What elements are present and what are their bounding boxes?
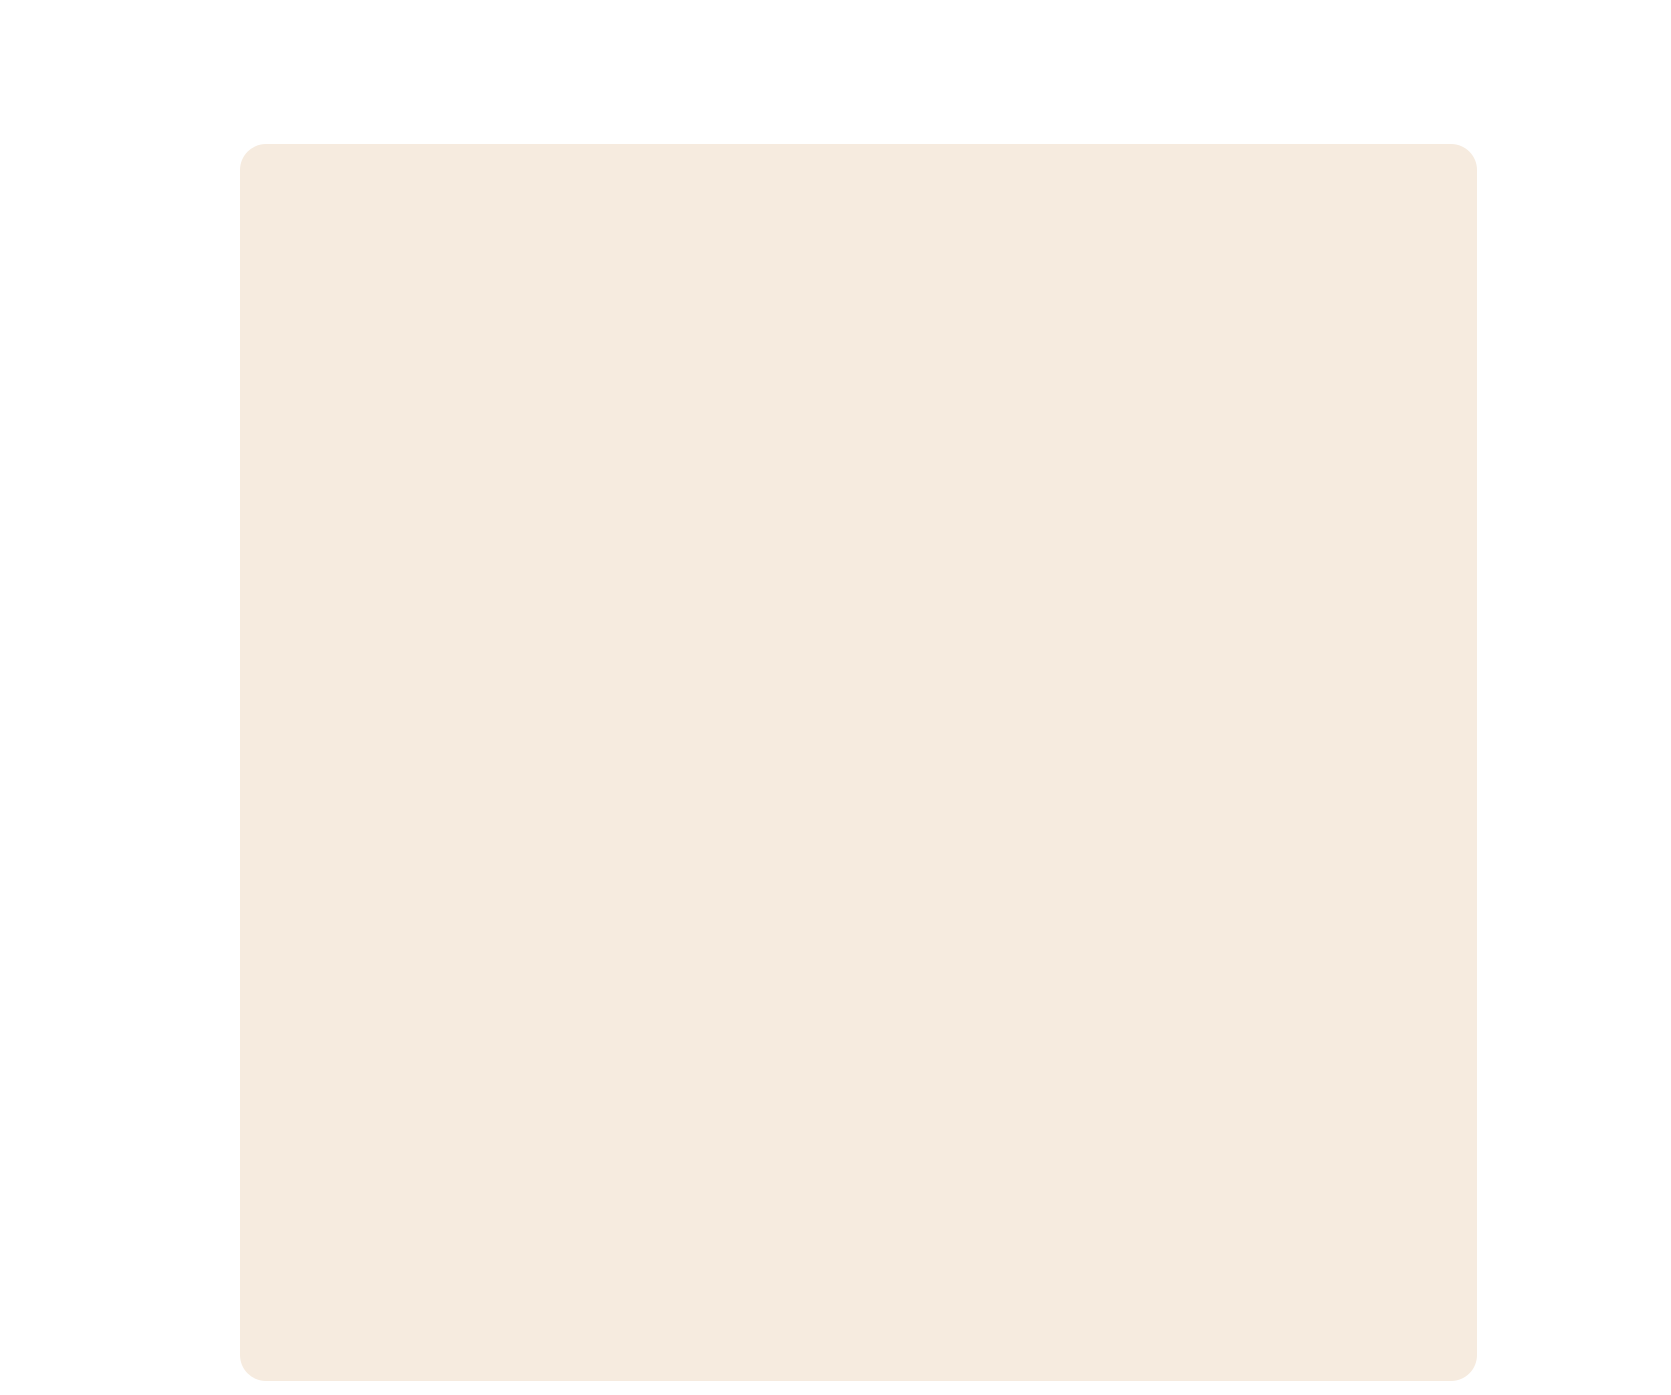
comparison-card <box>240 144 1477 1381</box>
